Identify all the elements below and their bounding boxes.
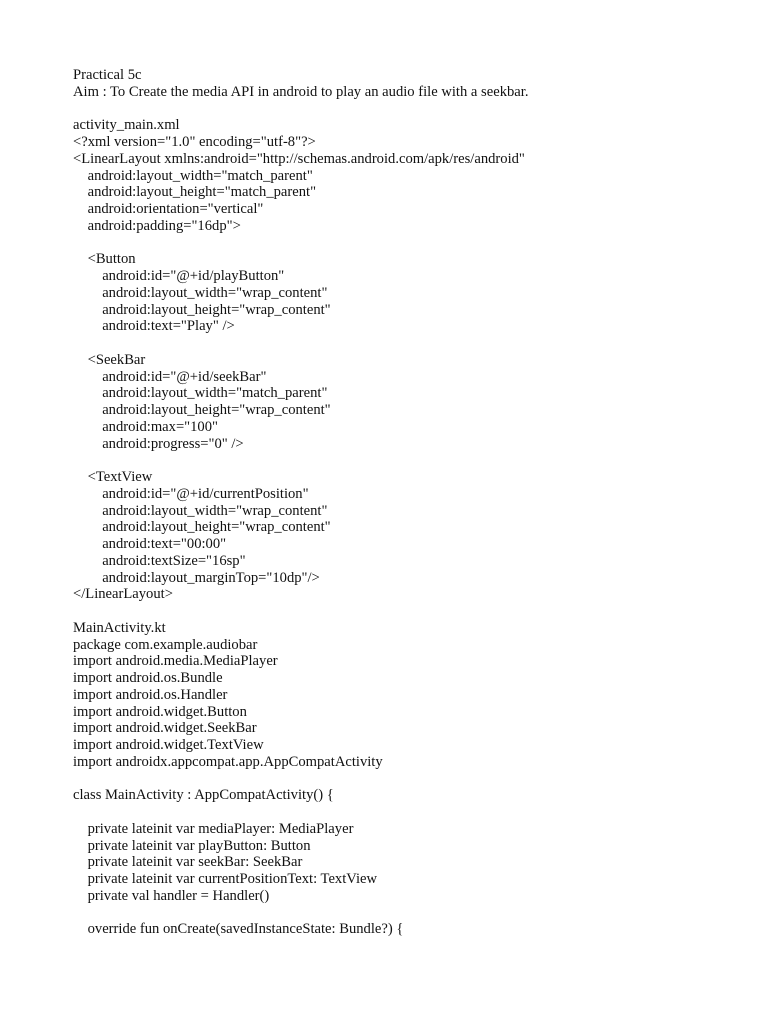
blank-line	[73, 603, 753, 620]
text-line: android:text="00:00"	[73, 536, 227, 552]
text-line: import android.media.MediaPlayer	[73, 653, 278, 670]
text-line: import android.widget.SeekBar	[73, 720, 257, 737]
blank-line	[73, 101, 753, 118]
text-line: android:orientation="vertical"	[73, 201, 264, 217]
text-line: private val handler = Handler()	[73, 887, 270, 904]
text-line: android:layout_width="match_parent"	[73, 385, 328, 402]
text-line: </LinearLayout>	[73, 586, 173, 603]
text-line: android:layout_width="wrap_content"	[73, 502, 328, 519]
text-line: android:layout_height="wrap_content"	[73, 301, 331, 318]
text-line: package com.example.audiobar	[73, 636, 258, 653]
text-line: import android.os.Bundle	[73, 670, 223, 686]
text-line: android:progress="0" />	[73, 435, 244, 452]
text-line: Aim : To Create the media API in android to play an audio file with a seekbar.	[73, 83, 529, 100]
blank-line	[73, 335, 753, 352]
text-line: android:id="@+id/currentPosition"	[73, 485, 309, 502]
text-line: <?xml version="1.0" encoding="utf-8"?>	[73, 134, 316, 150]
text-line: import android.os.Handler	[73, 686, 228, 703]
text-line: MainActivity.kt	[73, 619, 166, 636]
blank-line	[73, 452, 753, 469]
text-line: android:id="@+id/seekBar"	[73, 368, 267, 385]
text-line: import android.widget.Button	[73, 703, 247, 720]
text-line: android:layout_height="wrap_content"	[73, 519, 331, 536]
text-line: android:layout_height="wrap_content"	[73, 402, 331, 418]
text-line: activity_main.xml	[73, 117, 180, 134]
text-line: android:text="Play" />	[73, 318, 235, 335]
blank-line	[73, 235, 753, 252]
text-line: private lateinit var currentPositionText: TextView	[73, 871, 378, 887]
text-line: import android.widget.TextView	[73, 737, 264, 753]
text-line: <Button	[73, 251, 136, 268]
text-line: class MainActivity : AppCompatActivity() {	[73, 787, 334, 804]
text-line: android:textSize="16sp"	[73, 552, 246, 569]
text-line: android:layout_width="wrap_content"	[73, 284, 328, 301]
text-line: Practical 5c	[73, 67, 142, 83]
text-line: android:layout_width="match_parent"	[73, 167, 313, 184]
text-line: private lateinit var mediaPlayer: MediaPlayer	[73, 820, 354, 837]
text-line: <TextView	[73, 469, 153, 485]
text-line: <LinearLayout xmlns:android="http://schemas.android.com/apk/res/android"	[73, 150, 525, 167]
text-line: android:layout_marginTop="10dp"/>	[73, 569, 320, 586]
text-line: <SeekBar	[73, 351, 146, 368]
text-line: android:padding="16dp">	[73, 217, 241, 234]
text-line: private lateinit var playButton: Button	[73, 837, 311, 854]
text-line: android:max="100"	[73, 418, 218, 435]
text-line: import androidx.appcompat.app.AppCompatActivity	[73, 753, 383, 770]
blank-line	[73, 804, 753, 821]
document-page	[73, 67, 753, 938]
text-line: android:id="@+id/playButton"	[73, 268, 285, 284]
blank-line	[73, 771, 753, 788]
text-line: private lateinit var seekBar: SeekBar	[73, 854, 303, 871]
blank-line	[73, 905, 753, 922]
text-line: android:layout_height="match_parent"	[73, 184, 317, 201]
text-line: override fun onCreate(savedInstanceState: Bundle?) {	[73, 921, 404, 938]
